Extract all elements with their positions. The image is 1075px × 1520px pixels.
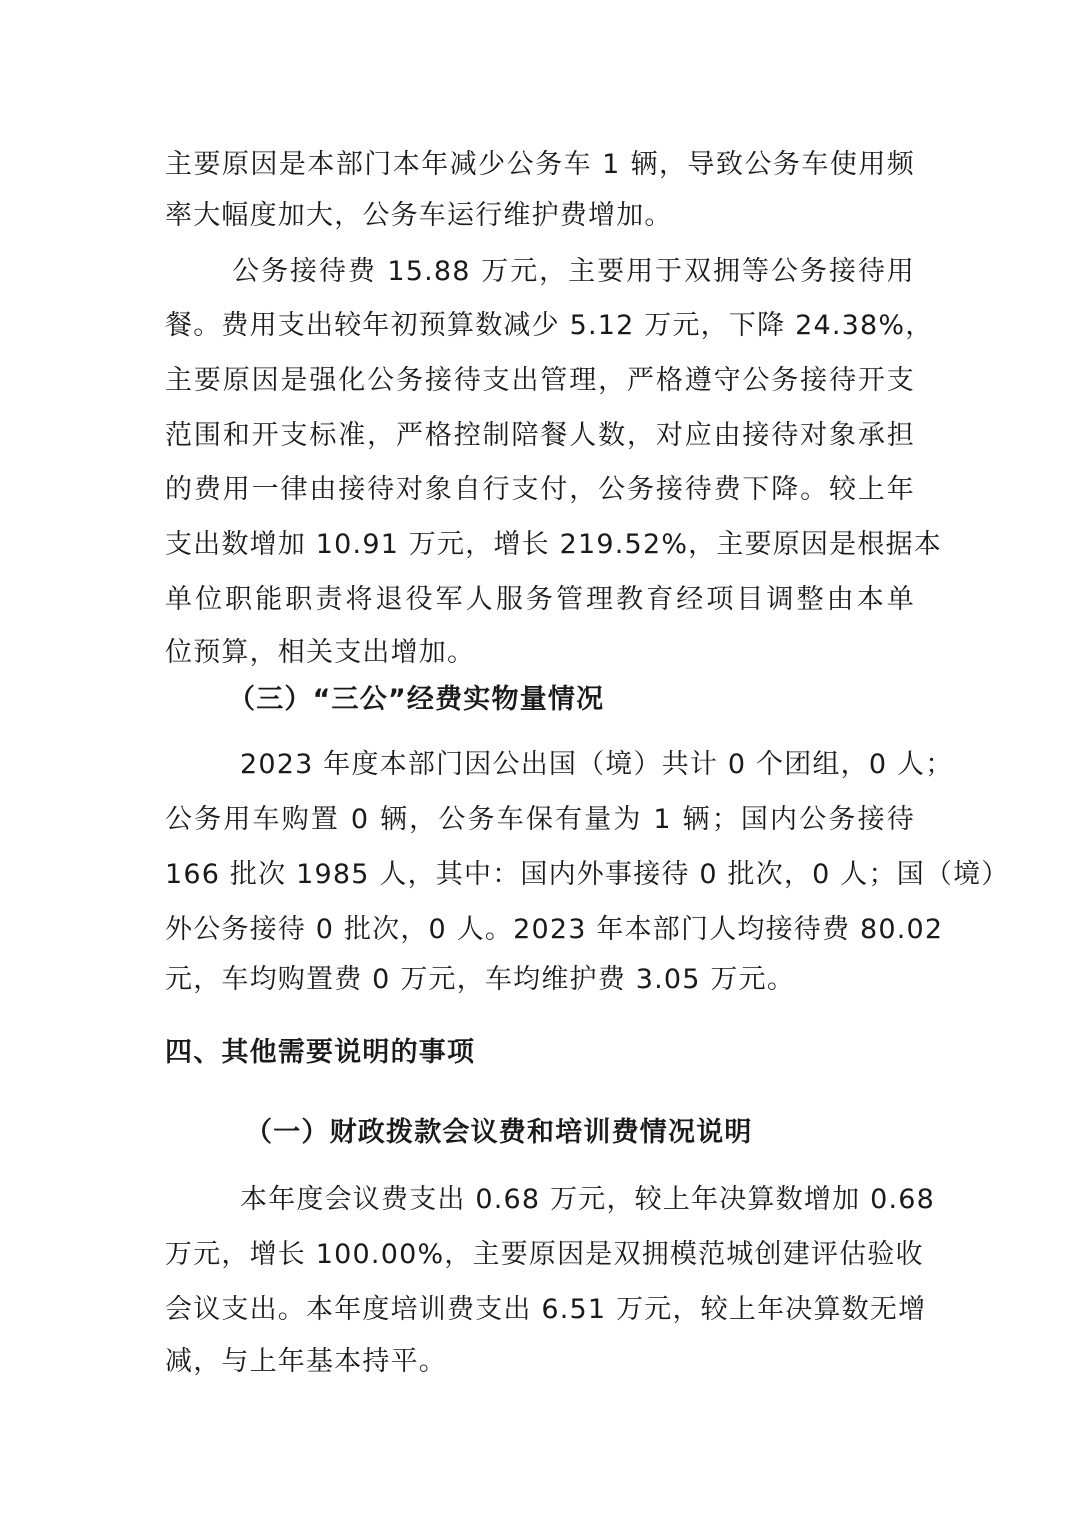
body-text-line: 餐。费用支出较年初预算数减少 5.12 万元，下降 24.38%， xyxy=(165,310,934,341)
body-text-line: 的费用一律由接待对象自行支付，公务接待费下降。较上年 xyxy=(165,474,915,505)
section-heading: （一）财政拨款会议费和培训费情况说明 xyxy=(245,1117,753,1148)
body-text-line: 范围和开支标准，严格控制陪餐人数，对应由接待对象承担 xyxy=(165,420,915,451)
body-text-line: 外公务接待 0 批次，0 人。2023 年本部门人均接待费 80.02 xyxy=(165,914,944,945)
body-text-line: 减，与上年基本持平。 xyxy=(165,1346,447,1377)
body-text-line: 主要原因是本部门本年减少公务车 1 辆，导致公务车使用频 xyxy=(165,149,915,180)
body-text-line: 2023 年度本部门因公出国（境）共计 0 个团组，0 人； xyxy=(240,749,954,780)
section-heading: （三）“三公”经费实物量情况 xyxy=(228,684,605,715)
body-text-line: 公务用车购置 0 辆，公务车保有量为 1 辆；国内公务接待 xyxy=(165,804,915,835)
chapter-heading: 四、其他需要说明的事项 xyxy=(165,1037,476,1068)
body-text-line: 本年度会议费支出 0.68 万元，较上年决算数增加 0.68 xyxy=(240,1184,935,1215)
body-text-line: 位预算，相关支出增加。 xyxy=(165,637,476,668)
body-text-line: 率大幅度加大，公务车运行维护费增加。 xyxy=(165,200,673,231)
body-text-line: 166 批次 1985 人，其中：国内外事接待 0 批次，0 人；国（境） xyxy=(165,859,1010,890)
body-text-line: 会议支出。本年度培训费支出 6.51 万元，较上年决算数无增 xyxy=(165,1294,927,1325)
body-text-line: 万元，增长 100.00%，主要原因是双拥模范城创建评估验收 xyxy=(165,1239,924,1270)
body-text-line: 支出数增加 10.91 万元，增长 219.52%，主要原因是根据本 xyxy=(165,529,942,560)
body-text-line: 元，车均购置费 0 万元，车均维护费 3.05 万元。 xyxy=(165,964,796,995)
body-text-line: 公务接待费 15.88 万元，主要用于双拥等公务接待用 xyxy=(232,256,915,287)
body-text-line: 单位职能职责将退役军人服务管理教育经项目调整由本单 xyxy=(165,584,915,615)
body-text-line: 主要原因是强化公务接待支出管理，严格遵守公务接待开支 xyxy=(165,365,915,396)
